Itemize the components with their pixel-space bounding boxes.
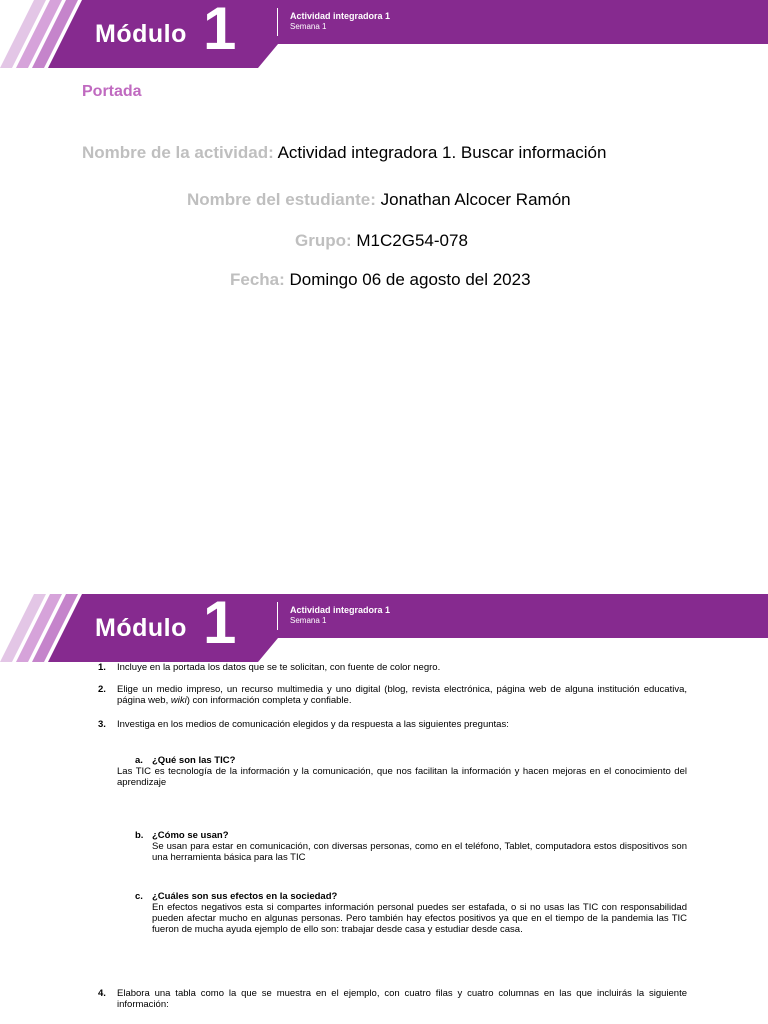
module-number: 1	[203, 0, 237, 62]
date-line	[0, 270, 768, 290]
question-text: ¿Cuáles son sus efectos en la sociedad?	[152, 891, 338, 902]
activity-title: Actividad integradora 1	[290, 11, 391, 21]
page-gap	[0, 584, 768, 594]
question-a	[117, 755, 687, 788]
activity-name-label: Nombre de la actividad:	[82, 143, 274, 162]
student-name-value: Jonathan Alcocer Ramón	[380, 190, 571, 209]
instruction-item-1	[98, 662, 687, 673]
item-text: Investiga en los medios de comunicación elegidos y da respuesta a las siguientes preguntas:	[117, 719, 509, 730]
activity-name-value: Actividad integradora 1. Buscar información	[277, 143, 607, 162]
document-page-2	[0, 589, 768, 1024]
activity-title-2: Actividad integradora 1	[290, 605, 391, 615]
answer-text: En efectos negativos esta si compartes información personal puedes ser estafada, o si no usas las TIC con responsabilidad pueden afectar mucho en algunas personas. Pero también hay efectos positivos ya que en el tiempo de la pandemia las TIC fueron de mucha ayuda ejemplo de ello son: trabajar desde casa y estudiar desde casa.	[152, 902, 687, 935]
question-text: ¿Cómo se usan?	[152, 830, 229, 841]
item-text: Incluye en la portada los datos que se te solicitan, con fuente de color negro.	[117, 662, 441, 673]
banner-divider	[277, 8, 278, 36]
group-line	[0, 231, 768, 251]
question-a-heading	[117, 755, 687, 766]
item-text-italic: wiki	[170, 695, 187, 706]
week-label: Semana 1	[290, 22, 327, 31]
banner-divider-2	[277, 602, 278, 630]
item-number: 2.	[98, 684, 106, 695]
student-name-label: Nombre del estudiante:	[187, 190, 376, 209]
instruction-item-4	[98, 988, 687, 1010]
answer-text: Se usan para estar en comunicación, con diversas personas, como en el teléfono, Tablet, computadora estos dispositivos son una herramienta básica para las TIC	[152, 841, 687, 863]
item-number: 4.	[98, 988, 106, 999]
group-value: M1C2G54-078	[356, 231, 468, 250]
item-number: 1.	[98, 662, 106, 673]
question-c	[117, 891, 687, 935]
item-text: ) con información completa y confiable.	[186, 695, 352, 706]
week-label-2: Semana 1	[290, 616, 327, 625]
item-number: 3.	[98, 719, 106, 730]
item-text: Elige un medio impreso, un recurso multimedia y uno digital (blog, revista electrónica, página web de alguna institución educativa, página web,	[117, 684, 687, 706]
question-letter: b.	[135, 830, 144, 841]
date-value: Domingo 06 de agosto del 2023	[289, 270, 531, 289]
module-banner-2	[0, 589, 768, 664]
module-word-2: Módulo	[95, 614, 187, 642]
question-text: ¿Qué son las TIC?	[152, 755, 236, 766]
module-banner	[0, 0, 768, 70]
question-c-heading	[117, 891, 687, 902]
question-b-heading	[117, 830, 687, 841]
group-label: Grupo:	[295, 231, 352, 250]
instruction-item-3	[98, 719, 687, 730]
item-text: Elabora una tabla como la que se muestra en el ejemplo, con cuatro filas y cuatro columnas en las que incluirás la siguiente información:	[117, 988, 687, 1010]
answer-text: Las TIC es tecnología de la información y la comunicación, que nos facilitan la información y hacen mejoras en el conocimiento del aprendizaje	[117, 766, 687, 788]
question-letter: a.	[135, 755, 143, 766]
cover-section-title: Portada	[82, 83, 142, 100]
question-letter: c.	[135, 891, 143, 902]
date-label: Fecha:	[230, 270, 285, 289]
student-name-line	[0, 190, 768, 210]
instruction-item-2	[98, 684, 687, 706]
module-number-2: 1	[203, 589, 237, 656]
question-b	[117, 830, 687, 863]
module-word: Módulo	[95, 20, 187, 48]
activity-name-line	[0, 143, 768, 163]
